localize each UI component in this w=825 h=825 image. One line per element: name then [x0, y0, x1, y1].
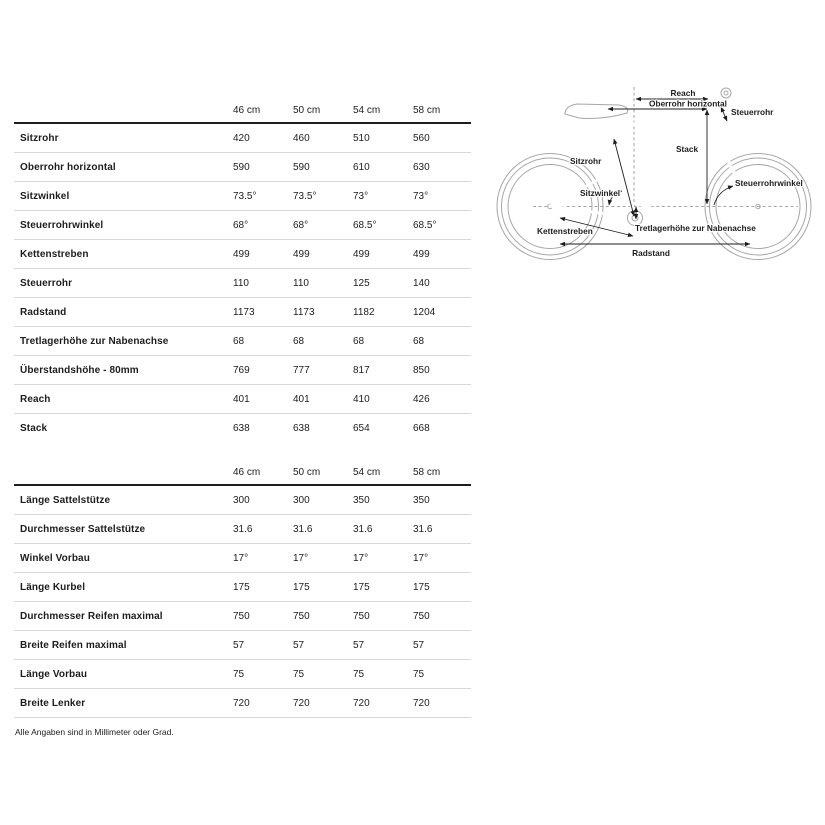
cell-value: 31.6: [413, 523, 433, 535]
cell-value: 110: [233, 277, 249, 289]
geometry-spec-table: [14, 89, 471, 737]
row-label: Reach: [20, 393, 51, 405]
cell-value: 499: [233, 248, 250, 260]
tretlagerhoehe-label: Tretlagerhöhe zur Nabenachse: [635, 223, 756, 233]
cell-value: 17°: [353, 552, 369, 564]
cell-value: 1204: [413, 306, 436, 318]
row-label: Überstandshöhe - 80mm: [20, 364, 139, 376]
table-row: [14, 631, 471, 660]
table-row: [14, 385, 471, 414]
row-label: Sitzrohr: [20, 132, 59, 144]
cell-value: 68°: [233, 219, 249, 231]
bike-geometry-diagram: [495, 75, 825, 285]
cell-value: 750: [413, 610, 430, 622]
cell-value: 57: [233, 639, 245, 651]
row-label: Oberrohr horizontal: [20, 161, 116, 173]
cell-value: 57: [353, 639, 365, 651]
cell-value: 720: [233, 697, 250, 709]
row-label: Sitzwinkel: [20, 190, 70, 202]
cell-value: 73.5°: [293, 190, 317, 202]
table-row: [14, 689, 471, 718]
cell-value: 68: [233, 335, 245, 347]
cell-value: 750: [353, 610, 370, 622]
cell-value: 499: [413, 248, 430, 260]
row-label: Steuerrohrwinkel: [20, 219, 104, 231]
row-label: Stack: [20, 423, 48, 434]
cell-value: 638: [293, 423, 310, 434]
table-row: [14, 124, 471, 153]
table-row: [14, 414, 471, 443]
components-section: [14, 451, 471, 718]
row-label: Winkel Vorbau: [20, 552, 90, 564]
cell-value: 300: [233, 494, 250, 506]
cell-value: 175: [413, 581, 430, 593]
size-header-row: [14, 89, 471, 124]
cell-value: 350: [413, 494, 430, 506]
size-column-header: 46 cm: [233, 105, 261, 116]
cell-value: 31.6: [293, 523, 313, 535]
cell-value: 73.5°: [233, 190, 257, 202]
cell-value: 57: [413, 639, 425, 651]
cell-value: 175: [293, 581, 310, 593]
row-label: Durchmesser Sattelstütze: [20, 523, 146, 535]
cell-value: 17°: [293, 552, 309, 564]
cell-value: 668: [413, 423, 430, 434]
table-row: [14, 240, 471, 269]
cell-value: 140: [413, 277, 430, 289]
cell-value: 426: [413, 393, 430, 405]
cell-value: 1173: [293, 306, 315, 318]
cell-value: 510: [353, 132, 370, 144]
steuerrohrwinkel-label: Steuerrohrwinkel: [735, 178, 803, 188]
cell-value: 750: [293, 610, 310, 622]
size-header-row: [14, 451, 471, 486]
steuerrohrwinkel-arc: [714, 186, 733, 205]
cell-value: 638: [233, 423, 250, 434]
cell-value: 31.6: [353, 523, 373, 535]
cell-value: 57: [293, 639, 305, 651]
steuerrohr-arrow: [721, 107, 727, 121]
cell-value: 68°: [293, 219, 309, 231]
cell-value: 1182: [353, 306, 375, 318]
cell-value: 610: [353, 161, 370, 173]
cell-value: 75: [413, 668, 425, 680]
size-column-header: 46 cm: [233, 467, 261, 478]
cell-value: 560: [413, 132, 430, 144]
table-row: [14, 327, 471, 356]
cell-value: 17°: [233, 552, 249, 564]
cell-value: 777: [293, 364, 310, 376]
size-column-header: 58 cm: [413, 105, 441, 116]
table-row: [14, 573, 471, 602]
row-label: Breite Lenker: [20, 697, 86, 709]
cell-value: 175: [233, 581, 250, 593]
cell-value: 499: [293, 248, 310, 260]
cell-value: 73°: [413, 190, 429, 202]
table-row: [14, 602, 471, 631]
cell-value: 817: [353, 364, 370, 376]
size-column-header: 50 cm: [293, 467, 321, 478]
radstand-label: Radstand: [632, 248, 670, 258]
cell-value: 630: [413, 161, 430, 173]
cell-value: 720: [413, 697, 430, 709]
size-column-header: 50 cm: [293, 105, 321, 116]
cell-value: 75: [233, 668, 245, 680]
cell-value: 17°: [413, 552, 429, 564]
row-label: Länge Kurbel: [20, 581, 86, 593]
cell-value: 850: [413, 364, 430, 376]
geometry-section: [14, 89, 471, 443]
handlebar-grip: [721, 88, 731, 98]
row-label: Länge Sattelstütze: [20, 494, 111, 506]
cell-value: 110: [293, 277, 309, 289]
cell-value: 769: [233, 364, 250, 376]
cell-value: 410: [353, 393, 370, 405]
cell-value: 68: [353, 335, 365, 347]
table-row: [14, 182, 471, 211]
units-footnote: Alle Angaben sind in Millimeter oder Grad.: [15, 727, 174, 737]
sitzrohr-label: Sitzrohr: [570, 156, 602, 166]
cell-value: 654: [353, 423, 370, 434]
row-label: Steuerrohr: [20, 277, 73, 289]
cell-value: 1173: [233, 306, 255, 318]
cell-value: 68: [293, 335, 305, 347]
sitzrohr-arrow: [614, 139, 634, 216]
kettenstreben-label: Kettenstreben: [537, 226, 593, 236]
row-label: Tretlagerhöhe zur Nabenachse: [20, 335, 169, 347]
saddle: [565, 104, 628, 118]
row-label: Radstand: [20, 306, 67, 318]
cell-value: 300: [293, 494, 310, 506]
cell-value: 499: [353, 248, 370, 260]
cell-value: 350: [353, 494, 370, 506]
sitzwinkel-label: Sitzwinkel: [580, 188, 621, 198]
table-row: [14, 298, 471, 327]
cell-value: 31.6: [233, 523, 253, 535]
reach-label: Reach: [670, 88, 696, 98]
cell-value: 68.5°: [353, 219, 377, 231]
cell-value: 401: [293, 393, 310, 405]
row-label: Kettenstreben: [20, 248, 89, 260]
cell-value: 590: [233, 161, 250, 173]
oberrohr-label: Oberrohr horizontal: [649, 98, 727, 109]
cell-value: 420: [233, 132, 250, 144]
cell-value: 75: [353, 668, 365, 680]
cell-value: 590: [293, 161, 310, 173]
table-row: [14, 356, 471, 385]
cell-value: 175: [353, 581, 370, 593]
row-label: Länge Vorbau: [20, 668, 88, 680]
table-row: [14, 153, 471, 182]
cell-value: 750: [233, 610, 250, 622]
cell-value: 125: [353, 277, 370, 289]
row-label: Breite Reifen maximal: [20, 639, 127, 651]
table-row: [14, 515, 471, 544]
cell-value: 720: [293, 697, 310, 709]
table-row: [14, 544, 471, 573]
stack-label: Stack: [676, 144, 699, 154]
size-column-header: 54 cm: [353, 105, 381, 116]
size-column-header: 54 cm: [353, 467, 381, 478]
cell-value: 460: [293, 132, 310, 144]
table-row: [14, 269, 471, 298]
cell-value: 68: [413, 335, 425, 347]
row-label: Durchmesser Reifen maximal: [20, 610, 163, 622]
table-row: [14, 486, 471, 515]
cell-value: 68.5°: [413, 219, 437, 231]
cell-value: 73°: [353, 190, 369, 202]
steuerrohr-label: Steuerrohr: [731, 107, 774, 117]
cell-value: 75: [293, 668, 305, 680]
cell-value: 720: [353, 697, 370, 709]
table-row: [14, 660, 471, 689]
table-row: [14, 211, 471, 240]
cell-value: 401: [233, 393, 250, 405]
size-column-header: 58 cm: [413, 467, 441, 478]
